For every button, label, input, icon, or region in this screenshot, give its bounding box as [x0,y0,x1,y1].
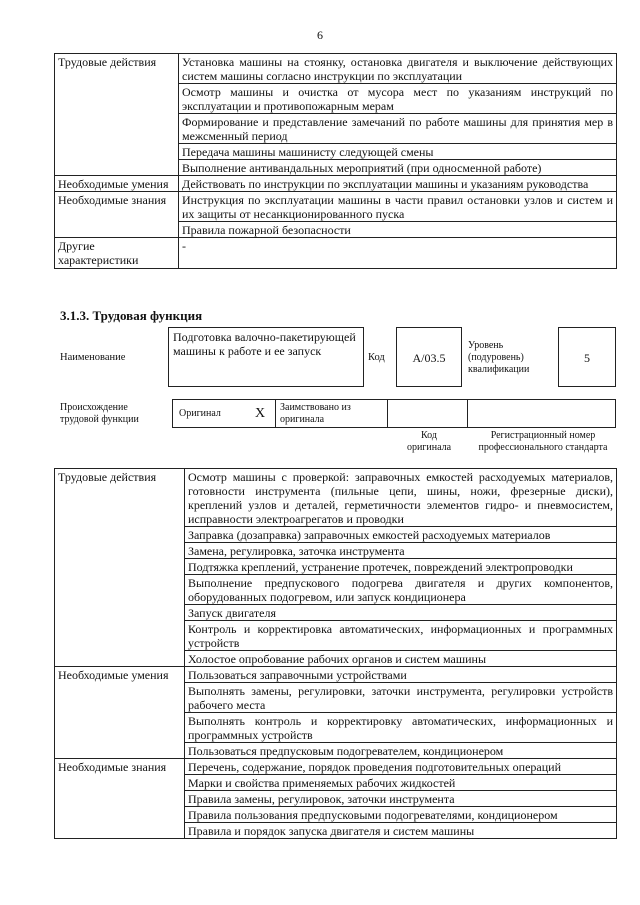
table-cell: Выполнять контроль и корректировку автоматических, информационных и программных устройств [185,713,617,743]
code-original-cell [387,399,468,428]
table-cell: Замена, регулировка, заточка инструмента [185,543,617,559]
table-cell: Марки и свойства применяемых рабочих жидкостей [185,775,617,791]
reg-number-caption: Регистрационный номер профессионального стандарта [478,430,608,453]
table-cell: Холостое опробование рабочих органов и систем машины [185,651,617,667]
code-label: Код [368,352,385,363]
table-cell: Правила замены, регулировок, заточки инструмента [185,791,617,807]
original-label: Оригинал [179,408,221,419]
table-cell: Правила пользования предпусковыми подогревателями, кондиционером [185,807,617,823]
table-cell: Правила пожарной безопасности [179,222,617,238]
page-number: 6 [317,28,323,42]
original-mark: X [255,406,266,421]
reg-number-cell [467,399,616,428]
level-label: Уровень (подуровень) квалификации [468,340,530,375]
table-cell: Выполнение антивандальных мероприятий (при односменной работе) [179,160,617,176]
table-cell: Запуск двигателя [185,605,617,621]
table-cell: Действовать по инструкции по эксплуатации машины и указаниям руководства [179,176,617,192]
level-value: 5 [584,351,590,365]
table-cell: Осмотр машины с проверкой: заправочных емкостей расходуемых материалов, готовности инструмента (пильные цепи, шины, ножи, фрезерные диски), креплений узлов и деталей, герметичности элементов гидро- и пневмосистем, исправности электроагрегатов и проводки [185,469,617,527]
borrowed-label: Заимствовано из оригинала [280,402,351,425]
row-label: Необходимые знания [55,192,179,238]
row-label: Другие характеристики [55,238,179,269]
function-name: Подготовка валочно-пакетирующей машины к работе и ее запуск [173,330,356,358]
row-label: Необходимые знания [55,759,185,839]
code-original-caption: Код оригинала [406,430,452,453]
section-heading: 3.1.3. Трудовая функция [60,308,203,323]
table-cell: Пользоваться заправочными устройствами [185,667,617,683]
code-value: A/03.5 [412,351,446,365]
table-cell: Перечень, содержание, порядок проведения подготовительных операций [185,759,617,775]
table-cell: Передача машины машинисту следующей смены [179,144,617,160]
table-cell: Правила и порядок запуска двигателя и систем машины [185,823,617,839]
row-label: Необходимые умения [55,176,179,192]
table-cell: Заправка (дозаправка) заправочных емкостей расходуемых материалов [185,527,617,543]
origin-label: Происхождение трудовой функции [60,402,139,425]
table-cell: Пользоваться предпусковым подогревателем, кондиционером [185,743,617,759]
name-label: Наименование [60,352,126,363]
table-cell: Контроль и корректировка автоматических, информационных и программных устройств [185,621,617,651]
table-cell: Установка машины на стоянку, остановка двигателя и выключение действующих систем машины согласно инструкции по эксплуатации [179,54,617,84]
original-cell [172,399,276,428]
row-label: Трудовые действия [55,469,185,667]
table-cell: Выполнять замены, регулировки, заточки инструмента, регулировки устройств рабочего места [185,683,617,713]
row-label: Необходимые умения [55,667,185,759]
table-cell: Подтяжка креплений, устранение протечек, повреждений электропроводки [185,559,617,575]
labor-function-table-2 [54,468,617,839]
table-cell: Инструкция по эксплуатации машины в части правил остановки узлов и систем и их защиты от несанкционированного пуска [179,192,617,222]
table-cell: - [179,238,617,269]
code-box [396,327,462,387]
table-cell: Формирование и представление замечаний по работе машины для принятия мер в межсменный период [179,114,617,144]
row-label: Трудовые действия [55,54,179,176]
borrowed-cell [275,399,388,428]
function-name-box [168,327,364,387]
level-box [558,327,616,387]
table-cell: Выполнение предпускового подогрева двигателя и других компонентов, оборудованных подогревом, или запуск кондиционера [185,575,617,605]
labor-function-table-1 [54,53,617,269]
table-cell: Осмотр машины и очистка от мусора мест по указаниям инструкций по эксплуатации и противопожарным мерам [179,84,617,114]
